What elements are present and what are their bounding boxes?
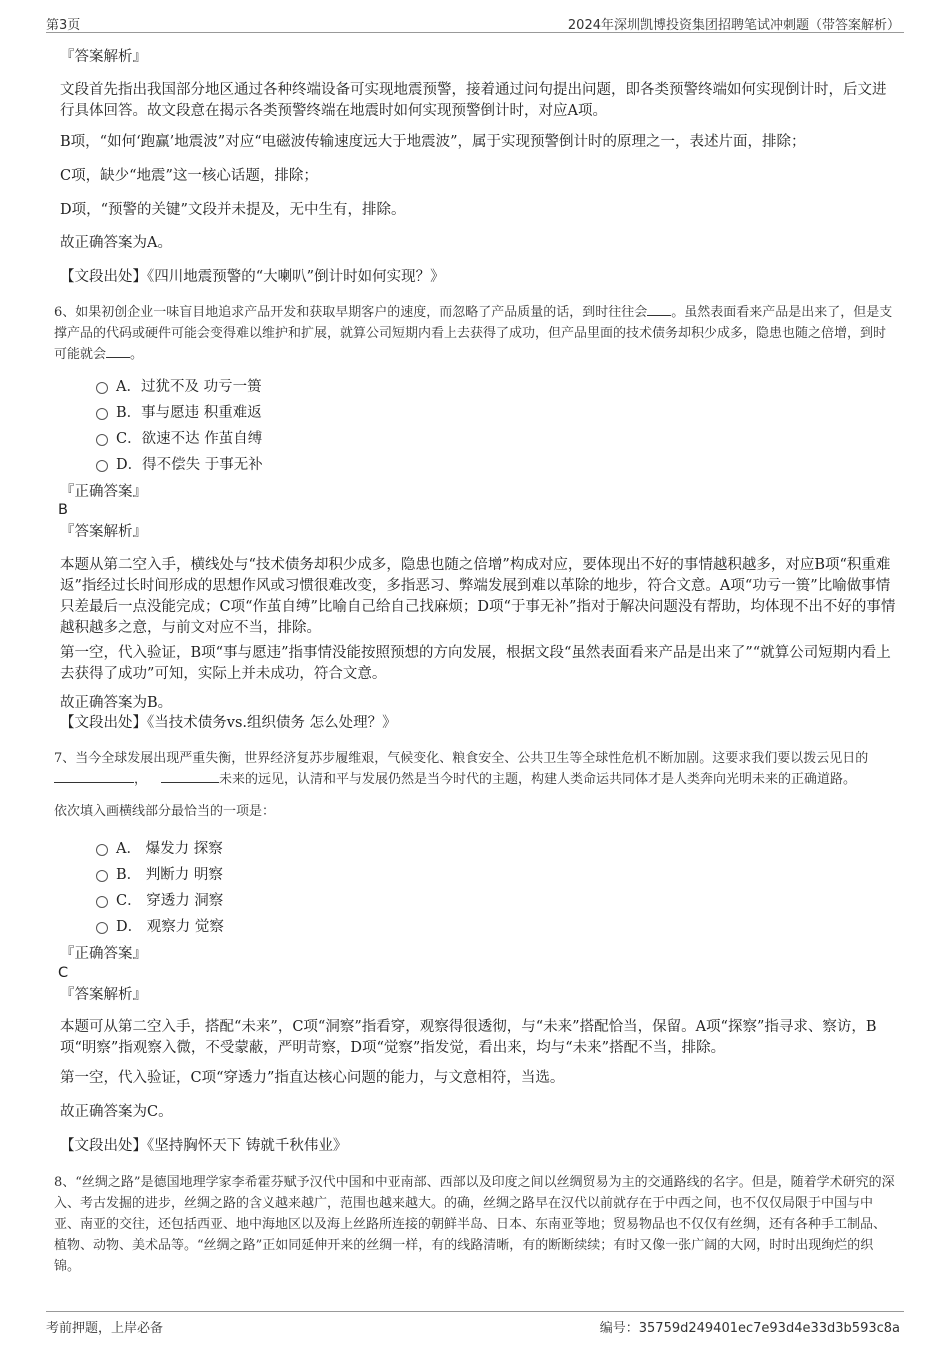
option-label: D．得不偿失 于事无补 [116,457,263,473]
correct-answer-text: 故正确答案为A。 [60,235,172,251]
stem-part: ， [134,772,148,787]
option-label: A．过犹不及 功亏一篑 [116,379,262,395]
question-stem [54,748,896,790]
correct-answer: B [58,502,68,518]
option-d[interactable] [96,452,263,478]
radio-icon[interactable] [96,434,108,446]
correct-answer-label: 『正确答案』 [60,484,147,500]
analysis-paragraph: 文段首先指出我国部分地区通过各种终端设备可实现地震预警，接着通过问句提出问题，即各类预警终端如何实现倒计时，后文进行具体回答。故文段意在揭示各类预警终端在地震时如何实现预警倒计时，对应A项。 [60,82,887,119]
analysis-paragraph: B项，“如何‘跑赢’地震波”对应“电磁波传输速度远大于地震波”，属于实现预警倒计时的原理之一，表述片面，排除； [60,134,806,150]
options-list [96,374,263,478]
analysis-paragraph: 本题从第二空入手，横线处与“技术债务却积少成多，隐患也随之倍增”构成对应，要体现出不好的事情越积越多，对应B项“积重难返”指经过长时间形成的思想作风或习惯很难改变，多指恶习、弊端发展到难以革除的地步，符合文意。A项“功亏一篑”比喻做事情只差最后一点没能完成；C项“作茧自缚”比喻自己给自己找麻烦；D项“于事无补”指对于解决问题没有帮助，均体现不出不好的事情越积越多之意，与前文对应不当，排除。 [60,557,896,636]
correct-answer-label: 『正确答案』 [60,946,147,962]
stem-part: 7、当今全球发展出现严重失衡，世界经济复苏步履维艰，气候变化、粮食安全、公共卫生等全球性危机不断加剧。这要求我们要以拨云见日的 [54,751,869,766]
option-label: B．事与愿违 积重难返 [116,405,262,421]
answer-analysis-label: 『答案解析』 [60,987,147,1003]
footer-slogan: 考前押题，上岸必备 [46,1321,164,1336]
option-label: B． 判断力 明察 [116,867,223,883]
radio-icon[interactable] [96,870,108,882]
source-citation: 【文段出处】《当技术债务vs.组织债务 怎么处理？》 [60,715,397,731]
answer-blank [161,769,219,783]
page-footer [46,1311,904,1338]
page-number: 第3页 [46,18,81,33]
option-label: C． 穿透力 洞察 [116,893,224,909]
answer-blank [647,302,671,316]
radio-icon[interactable] [96,382,108,394]
analysis-paragraph: 第一空，代入验证，C项“穿透力”指直达核心问题的能力，与文意相符，当选。 [60,1070,565,1086]
question-stem: 8、“丝绸之路”是德国地理学家李希霍芬赋予汉代中国和中亚南部、西部以及印度之间以丝绸贸易为主的交通路线的名字。但是，随着学术研究的深入、考古发掘的进步，丝绸之路的含义越来越广，范围也越来越大。的确，丝绸之路早在汉代以前就存在于中西之间，也不仅仅局限于中国与中亚、南亚的交往，还包括西亚、地中海地区以及海上丝路所连接的朝鲜半岛、日本、东南亚等地；贸易物品也不仅仅有丝绸，还有各种手工制品、植物、动物、美术品等。“丝绸之路”正如同延伸开来的丝绸一样，有的线路清晰，有的断断续续；有时又像一张广阔的大网，时时出现绚烂的织锦。 [54,1175,895,1274]
stem-part: 。 [130,347,144,362]
stem-part: 。虽然表面看来产品是出来了，但是支撑产品的代码或硬件可能会变得难以维护和扩展，就算公司短期内看上去获得了成功，但产品里面的技术债务却积少成多，隐患也随之倍增，到时可能就会 [54,305,893,362]
radio-icon[interactable] [96,408,108,420]
option-label: C．欲速不达 作茧自缚 [116,431,263,447]
option-d[interactable] [96,914,224,940]
question-stem [54,302,896,365]
document-title: 2024年深圳凯博投资集团招聘笔试冲刺题（带答案解析） [567,18,900,33]
radio-icon[interactable] [96,896,108,908]
option-label: D． 观察力 觉察 [116,919,224,935]
analysis-paragraph: 第一空，代入验证，B项“事与愿违”指事情没能按照预想的方向发展，根据文段“虽然表面看来产品是出来了”“就算公司短期内看上去获得了成功”可知，实际上并未成功，符合文意。 [60,645,891,682]
options-list [96,836,224,940]
correct-answer-text: 故正确答案为B。 [60,695,173,711]
option-b[interactable] [96,862,224,888]
correct-answer-text: 故正确答案为C。 [60,1104,173,1120]
option-b[interactable] [96,400,263,426]
stem-part: 未来的远见，认清和平与发展仍然是当今时代的主题，构建人类命运共同体才是人类奔向光明未来的正确道路。 [219,772,857,787]
answer-blank [54,769,134,783]
stem-part: 6、如果初创企业一味盲目地追求产品开发和获取早期客户的速度，而忽略了产品质量的话，到时往往会 [54,305,648,320]
radio-icon[interactable] [96,922,108,934]
analysis-paragraph: C项，缺少“地震”这一核心话题，排除； [60,168,318,184]
analysis-paragraph: D项，“预警的关键”文段并未提及，无中生有，排除。 [60,202,406,218]
source-citation: 【文段出处】《坚持胸怀天下 铸就千秋伟业》 [60,1138,348,1154]
analysis-paragraph: 本题可从第二空入手，搭配“未来”，C项“洞察”指看穿，观察得很透彻，与“未来”搭配恰当，保留。A项“探察”指寻求、察访，B项“明察”指观察入微，不受蒙蔽，严明苛察，D项“觉察”指发觉，看出来，均与“未来”搭配不当，排除。 [60,1019,877,1056]
option-c[interactable] [96,888,224,914]
answer-analysis-label: 『答案解析』 [60,524,147,540]
source-citation: 【文段出处】《四川地震预警的“大喇叭”倒计时如何实现？》 [60,269,445,285]
question-prompt: 依次填入画横线部分最恰当的一项是： [54,804,276,819]
option-label: A． 爆发力 探察 [116,841,223,857]
answer-analysis-label: 『答案解析』 [60,49,147,65]
page-header [46,10,904,33]
answer-blank [106,344,130,358]
option-c[interactable] [96,426,263,452]
document-id: 编号：35759d249401ec7e93d4e33d3b593c8a [599,1321,900,1336]
radio-icon[interactable] [96,844,108,856]
option-a[interactable] [96,836,224,862]
option-a[interactable] [96,374,263,400]
radio-icon[interactable] [96,460,108,472]
correct-answer: C [58,965,69,981]
